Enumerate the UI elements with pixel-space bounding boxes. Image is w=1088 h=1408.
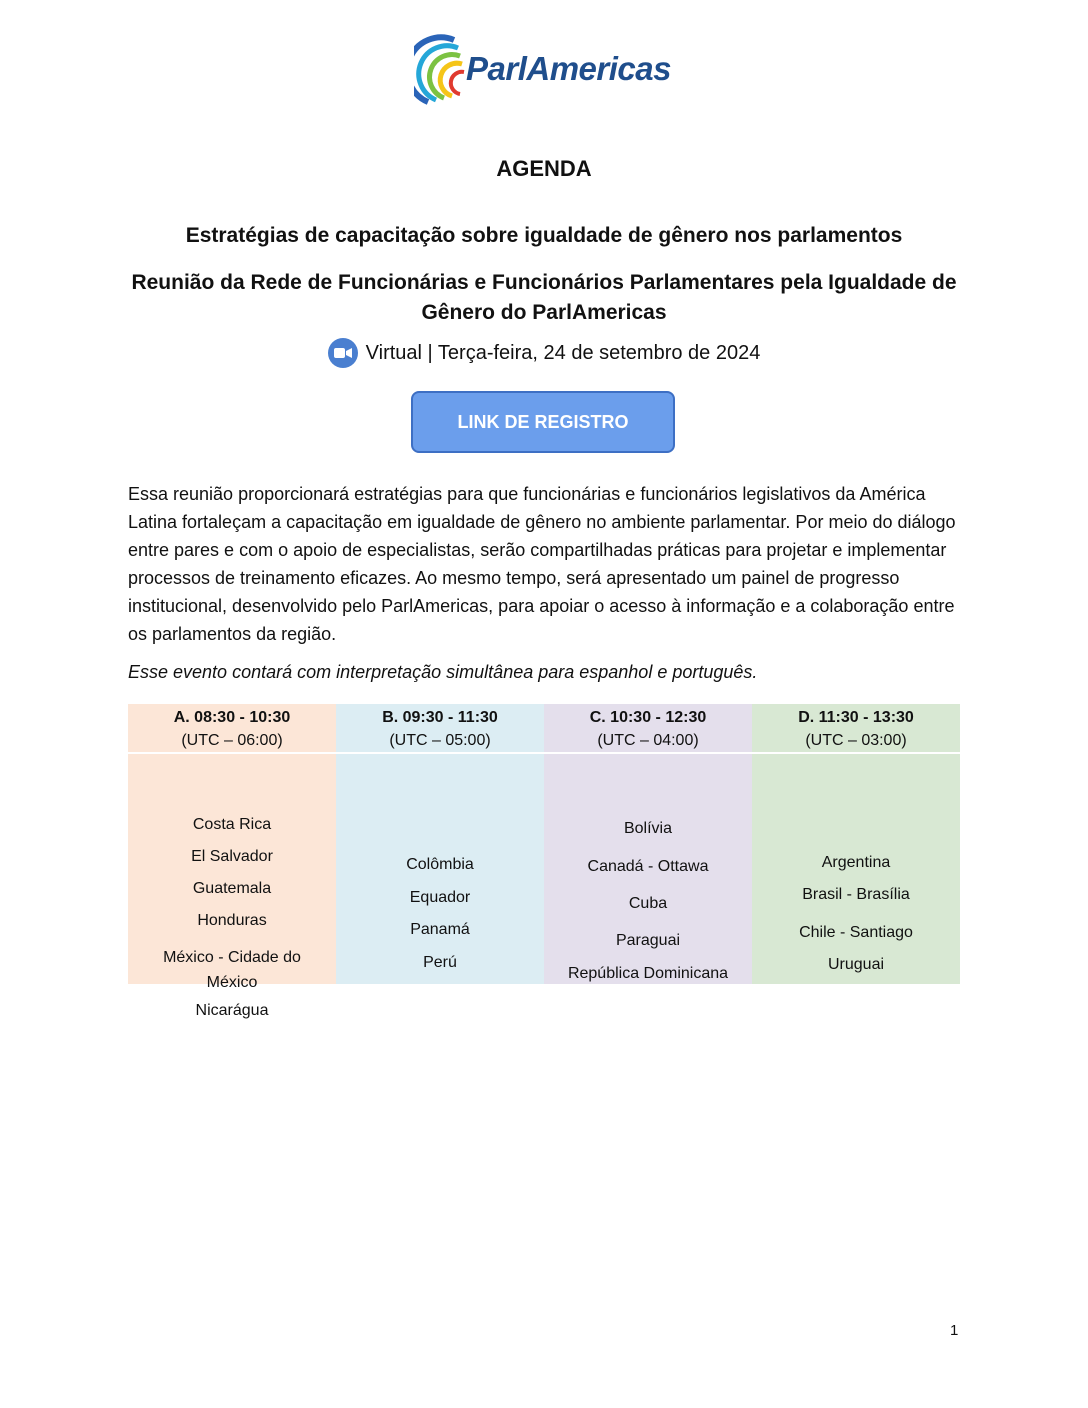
registration-link-button[interactable]: LINK DE REGISTRO <box>411 391 675 453</box>
slot-utc: (UTC – 04:00) <box>597 732 699 749</box>
event-title: Estratégias de capacitação sobre igualdade de gênero nos parlamentos <box>185 224 903 247</box>
slot-utc: (UTC – 06:00) <box>181 732 283 749</box>
country-item: Guatemala <box>192 880 272 897</box>
country-item: Nicarágua <box>195 1002 269 1019</box>
country-item: Canadá - Ottawa <box>587 858 709 875</box>
logo-arcs-icon <box>414 34 474 110</box>
video-camera-icon <box>328 338 358 368</box>
slot-utc: (UTC – 03:00) <box>805 732 907 749</box>
date-line <box>0 338 1088 368</box>
schedule-column-b <box>336 704 544 984</box>
page-number: 1 <box>950 1322 959 1339</box>
slot-time: B. 09:30 - 11:30 <box>382 709 498 726</box>
country-item: El Salvador <box>191 848 273 865</box>
country-item: Perú <box>423 954 457 971</box>
column-header <box>128 704 336 754</box>
country-item: Bolívia <box>623 820 673 837</box>
schedule-column-d <box>752 704 960 984</box>
country-item: Chile - Santiago <box>799 924 913 941</box>
country-item: México - Cidade do México <box>163 949 301 991</box>
slot-time: D. 11:30 - 13:30 <box>798 709 914 726</box>
event-subtitle: Reunião da Rede de Funcionárias e Funcionários Parlamentares pela Igualdade de Gênero do ParlAmericas <box>131 271 957 324</box>
description-paragraph: Essa reunião proporcionará estratégias para que funcionárias e funcionários legislativos da América Latina fortaleçam a capacitação em igualdade de gênero no ambiente parlamentar. Por meio do diálogo entre pares e com o apoio de especialistas, serão compartilhadas práticas para projetar e implementar processos de treinamento eficazes. Ao mesmo tempo, será apresentado um painel de progresso institucional, desenvolvido pelo ParlAmericas, para apoiar o acesso à informação e a colaboração entre os parlamentos da região. <box>128 484 956 644</box>
parlamericas-logo <box>414 34 676 110</box>
country-item: Brasil - Brasília <box>802 886 910 903</box>
column-header <box>544 704 752 754</box>
country-item: Colômbia <box>406 856 474 873</box>
country-item: República Dominicana <box>567 965 729 982</box>
schedule-table <box>128 704 960 1019</box>
country-item: Paraguai <box>615 932 681 949</box>
country-item: Uruguai <box>827 956 885 973</box>
date-text: Virtual | Terça-feira, 24 de setembro de 2024 <box>365 341 761 364</box>
column-header <box>336 704 544 754</box>
column-header <box>752 704 960 754</box>
country-item: Panamá <box>410 921 470 938</box>
logo-text: ParlAmericas <box>466 50 671 87</box>
country-item: Argentina <box>821 854 891 871</box>
slot-time: C. 10:30 - 12:30 <box>589 709 707 726</box>
slot-time: A. 08:30 - 10:30 <box>173 709 291 726</box>
schedule-column-a <box>128 704 336 1019</box>
schedule-column-c <box>544 704 752 984</box>
country-item: Equador <box>409 889 471 906</box>
slot-utc: (UTC – 05:00) <box>389 732 491 749</box>
country-item: Costa Rica <box>192 816 272 833</box>
country-item: Cuba <box>628 895 668 912</box>
page-heading: AGENDA <box>496 156 592 181</box>
country-item: Honduras <box>197 912 267 929</box>
interpretation-note: Esse evento contará com interpretação simultânea para espanhol e português. <box>128 662 758 682</box>
